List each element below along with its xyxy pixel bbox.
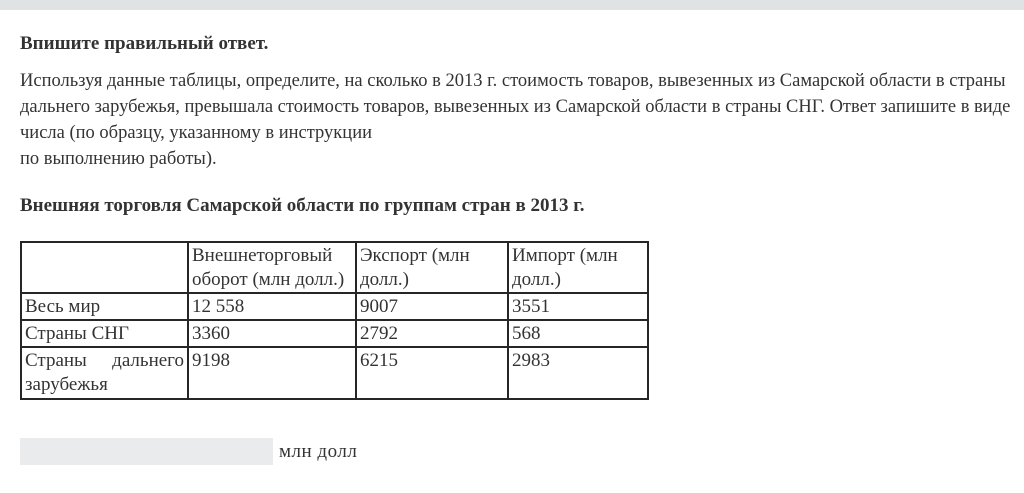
row-label-cis: Страны СНГ <box>21 320 188 347</box>
question-line-2: дальнего зарубежья, превышала стоимость товаров, вывезенных из Самарской области в страны СНГ. Ответ запишите в виде <box>20 97 1011 117</box>
table-row-cis <box>21 320 648 347</box>
answer-input[interactable] <box>20 438 273 465</box>
cell-cis-import: 568 <box>508 320 648 347</box>
column-header-export: Экспорт (млн долл.) <box>356 242 508 293</box>
column-header-import: Импорт (млн долл.) <box>508 242 648 293</box>
cell-cis-turnover: 3360 <box>188 320 356 347</box>
question-line-1: Используя данные таблицы, определите, на сколько в 2013 г. стоимость товаров, вывезенных из Самарской области в страны <box>20 71 1006 91</box>
question-line-4: по выполнению работы). <box>20 149 217 169</box>
row-label-far-abroad-word1: Страны <box>25 350 87 371</box>
table-header-row <box>21 242 648 293</box>
question-line-3: числа (по образцу, указанному в инструкции <box>20 123 372 143</box>
question-prompt: Впишите правильный ответ. <box>20 33 269 54</box>
top-strip <box>0 0 1024 10</box>
answer-row <box>20 438 1005 465</box>
cell-world-export: 9007 <box>356 293 508 320</box>
cell-far-abroad-export: 6215 <box>356 347 508 399</box>
question-text <box>20 68 1011 172</box>
question-page <box>20 31 1011 465</box>
column-header-turnover: Внешнеторговый оборот (млн долл.) <box>188 242 356 293</box>
cell-far-abroad-turnover: 9198 <box>188 347 356 399</box>
cell-world-import: 3551 <box>508 293 648 320</box>
row-label-far-abroad <box>21 347 188 399</box>
cell-far-abroad-import: 2983 <box>508 347 648 399</box>
column-header-empty <box>21 242 188 293</box>
row-label-far-abroad-word2: дальнего <box>112 350 184 371</box>
table-row-far-abroad <box>21 347 648 399</box>
row-label-far-abroad-line2: зарубежья <box>25 374 108 395</box>
unit-label: млн долл <box>279 440 358 462</box>
row-label-world: Весь мир <box>21 293 188 320</box>
trade-table <box>20 241 649 400</box>
table-title: Внешняя торговля Самарской области по группам стран в 2013 г. <box>20 195 585 216</box>
row-label-far-abroad-line1 <box>25 349 184 373</box>
cell-world-turnover: 12 558 <box>188 293 356 320</box>
cell-cis-export: 2792 <box>356 320 508 347</box>
table-row-world <box>21 293 648 320</box>
